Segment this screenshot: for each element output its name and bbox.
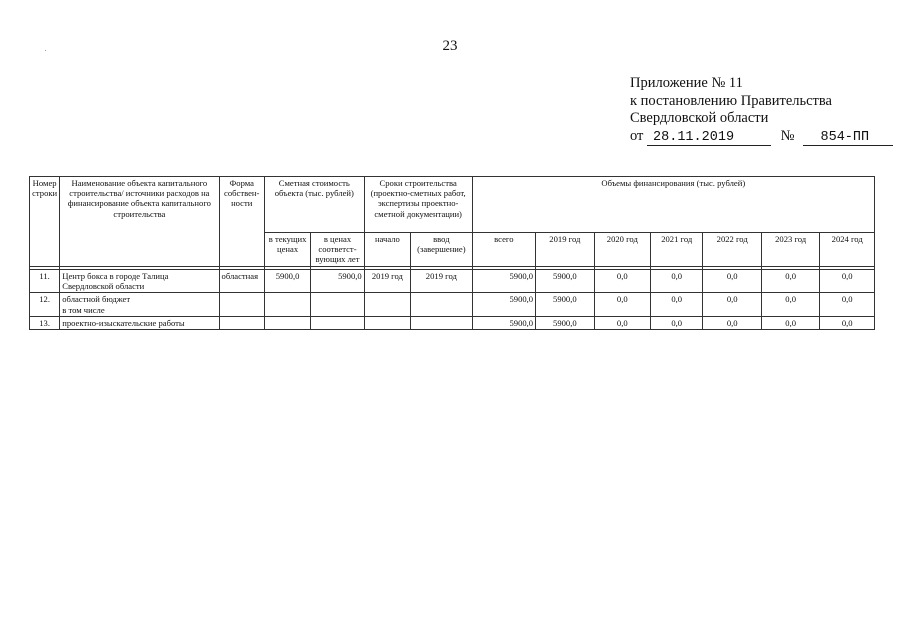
annex-number-sign: № bbox=[780, 127, 795, 144]
table-row bbox=[30, 316, 875, 329]
header-2021: 2021 год bbox=[651, 233, 703, 267]
row-2022: 0,0 bbox=[703, 270, 761, 293]
header-current-prices: в текущих ценах bbox=[264, 233, 310, 267]
table-row bbox=[30, 270, 875, 293]
row-name-sub: в том числе bbox=[62, 304, 105, 315]
row-current-prices bbox=[264, 293, 310, 316]
header-total: всего bbox=[472, 233, 536, 267]
row-2023: 0,0 bbox=[761, 316, 819, 329]
row-2019: 5900,0 bbox=[536, 316, 594, 329]
header-2022: 2022 год bbox=[703, 233, 761, 267]
row-name: проектно-изыскательские работы bbox=[60, 316, 219, 329]
header-corresponding-prices: в ценах соответст-вующих лет bbox=[311, 233, 364, 267]
row-corresponding-prices bbox=[311, 293, 364, 316]
header-estimated-cost: Сметная стоимость объекта (тыс. рублей) bbox=[264, 177, 364, 233]
row-corresponding-prices bbox=[311, 316, 364, 329]
annex-date: 28.11.2019 bbox=[647, 131, 771, 146]
row-2020: 0,0 bbox=[594, 316, 650, 329]
row-2024: 0,0 bbox=[820, 293, 875, 316]
row-end bbox=[411, 316, 473, 329]
header-2023: 2023 год bbox=[761, 233, 819, 267]
row-2021: 0,0 bbox=[651, 293, 703, 316]
row-start bbox=[364, 293, 410, 316]
annex-title: Приложение № 11 bbox=[630, 75, 743, 91]
row-end bbox=[411, 293, 473, 316]
header-row-number: Номер строки bbox=[30, 177, 60, 267]
annex-decree-line: к постановлению Правительства bbox=[630, 92, 832, 109]
annex-block bbox=[630, 75, 893, 146]
row-total: 5900,0 bbox=[472, 316, 536, 329]
row-2024: 0,0 bbox=[820, 270, 875, 293]
row-2019: 5900,0 bbox=[536, 270, 594, 293]
row-name-cell bbox=[60, 293, 219, 316]
header-ownership: Форма собствен-ности bbox=[219, 177, 264, 267]
row-start: 2019 год bbox=[364, 270, 410, 293]
row-2021: 0,0 bbox=[651, 316, 703, 329]
header-2019: 2019 год bbox=[536, 233, 594, 267]
row-number: 11. bbox=[30, 270, 60, 293]
row-current-prices bbox=[264, 316, 310, 329]
row-2019: 5900,0 bbox=[536, 293, 594, 316]
annex-from-label: от bbox=[630, 127, 644, 144]
annex-number: 854-ПП bbox=[803, 131, 893, 146]
page-number: 23 bbox=[442, 38, 458, 54]
row-2021: 0,0 bbox=[651, 270, 703, 293]
row-total: 5900,0 bbox=[472, 270, 536, 293]
row-end: 2019 год bbox=[411, 270, 473, 293]
table-row bbox=[30, 293, 875, 316]
row-2022: 0,0 bbox=[703, 316, 761, 329]
row-2020: 0,0 bbox=[594, 293, 650, 316]
header-start: начало bbox=[364, 233, 410, 267]
row-2023: 0,0 bbox=[761, 293, 819, 316]
financing-table bbox=[29, 176, 875, 330]
row-name: областной бюджет bbox=[62, 294, 131, 305]
row-current-prices: 5900,0 bbox=[264, 270, 310, 293]
row-ownership bbox=[219, 293, 264, 316]
row-number: 13. bbox=[30, 316, 60, 329]
header-2024: 2024 год bbox=[820, 233, 875, 267]
header-financing: Объемы финансирования (тыс. рублей) bbox=[472, 177, 874, 233]
annex-date-line bbox=[630, 128, 893, 146]
row-start bbox=[364, 316, 410, 329]
row-name: Центр бокса в городе Талица Свердловской области bbox=[60, 270, 219, 293]
row-ownership: областная bbox=[219, 270, 264, 293]
header-commissioning: ввод (завершение) bbox=[411, 233, 473, 267]
row-ownership bbox=[219, 316, 264, 329]
row-corresponding-prices: 5900,0 bbox=[311, 270, 364, 293]
row-total: 5900,0 bbox=[472, 293, 536, 316]
header-construction-period: Сроки строительства (проектно-сметных работ, экспертизы проектно-сметной документации) bbox=[364, 177, 472, 233]
header-2020: 2020 год bbox=[594, 233, 650, 267]
row-2020: 0,0 bbox=[594, 270, 650, 293]
header-row-1 bbox=[30, 177, 875, 233]
row-2022: 0,0 bbox=[703, 293, 761, 316]
row-2023: 0,0 bbox=[761, 270, 819, 293]
annex-region-line: Свердловской области bbox=[630, 110, 769, 126]
header-name: Наименование объекта капитального строительства/ источники расходов на финансирование объекта капитального строительства bbox=[60, 177, 219, 267]
row-number: 12. bbox=[30, 293, 60, 316]
row-2024: 0,0 bbox=[820, 316, 875, 329]
